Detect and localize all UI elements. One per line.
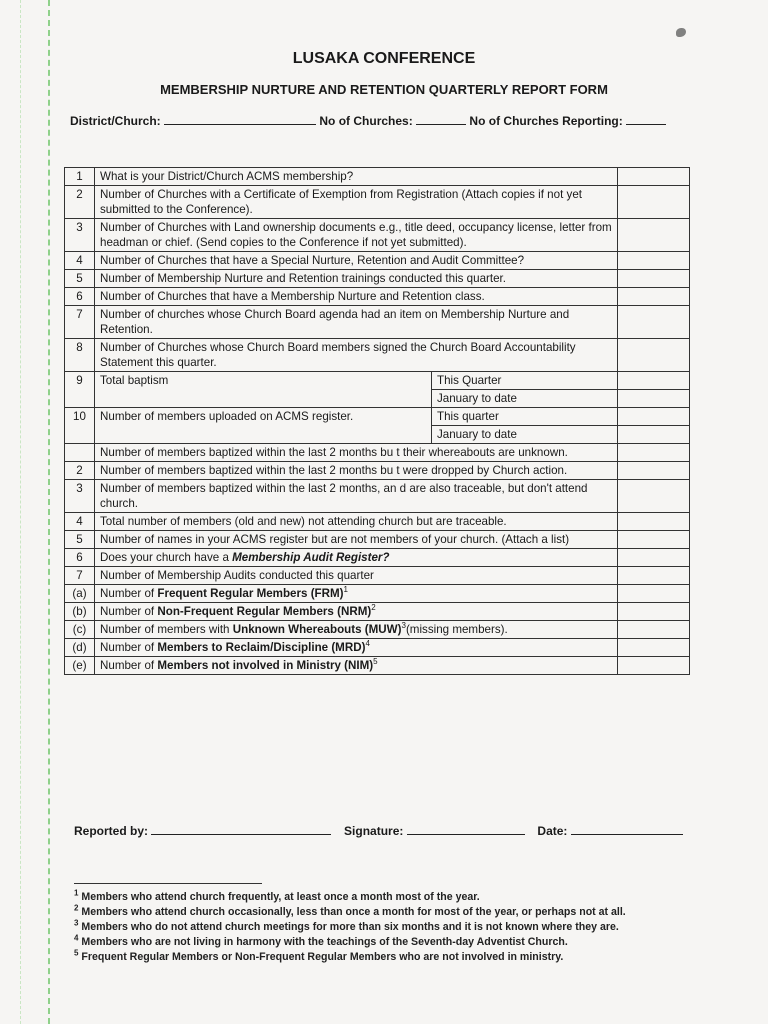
answer-cell[interactable]: [618, 270, 690, 288]
header-fields: [70, 112, 666, 128]
row-question: [95, 621, 618, 639]
table-row: [65, 306, 690, 339]
conference-title: LUSAKA CONFERENCE: [292, 50, 476, 67]
answer-cell[interactable]: [618, 288, 690, 306]
row-number: 5: [65, 531, 95, 549]
row-question: [95, 657, 618, 675]
footnote-ref: 4: [365, 639, 370, 649]
answer-cell[interactable]: [618, 531, 690, 549]
row-question: Total baptism: [95, 372, 432, 408]
question-emphasis: Members to Reclaim/Discipline (MRD): [157, 641, 366, 654]
footnote: [74, 948, 564, 963]
question-text: Number of: [100, 659, 158, 672]
no-of-churches-label: No of Churches:: [319, 114, 413, 128]
answer-cell[interactable]: [618, 657, 690, 675]
no-of-churches-reporting-label: No of Churches Reporting:: [469, 114, 623, 128]
question-emphasis: Unknown Whereabouts (MUW): [232, 623, 402, 636]
footnote: [74, 918, 619, 933]
row-question: [95, 585, 618, 603]
answer-cell[interactable]: [618, 480, 690, 513]
footnote-ref: 5: [373, 657, 378, 667]
answer-cell[interactable]: [618, 444, 690, 462]
answer-cell[interactable]: [618, 549, 690, 567]
row-number: 7: [65, 306, 95, 339]
footnote-mark: 4: [74, 933, 79, 943]
margin-guide-line: [20, 0, 21, 1024]
footnote-text: Members who attend church occasionally, less than once a month for most of the year, or perhaps not at all.: [81, 906, 626, 918]
row-question: Number of Churches whose Church Board members signed the Church Board Accountability Statement this quarter.: [95, 339, 618, 372]
table-row: [65, 339, 690, 372]
row-question: What is your District/Church ACMS membership?: [95, 168, 618, 186]
table-row: [65, 657, 690, 675]
reported-by-label: Reported by:: [74, 824, 149, 838]
question-emphasis: Members not involved in Ministry (NIM): [157, 659, 374, 672]
row-question: Number of members baptized within the last 2 months bu t were dropped by Church action.: [95, 462, 618, 480]
row-question: Number of Churches with Land ownership documents e.g., title deed, occupancy license, letter from headman or chief. (Send copies to the Conference if not yet submitted).: [95, 219, 618, 252]
row-question: Total number of members (old and new) not attending church but are traceable.: [95, 513, 618, 531]
question-suffix: (missing members).: [405, 623, 508, 636]
row-number: (e): [65, 657, 95, 675]
footnote-ref: 2: [371, 603, 376, 613]
row-number: 4: [65, 252, 95, 270]
table-row: [65, 270, 690, 288]
row-number: 2: [65, 462, 95, 480]
question-text: Number of: [100, 641, 158, 654]
table-row: [65, 585, 690, 603]
footnote-text: Members who attend church frequently, at least once a month most of the year.: [81, 891, 480, 903]
question-emphasis: Frequent Regular Members (FRM): [157, 587, 344, 600]
row-number: 9: [65, 372, 95, 408]
row-number: (a): [65, 585, 95, 603]
row-number: 6: [65, 288, 95, 306]
answer-cell[interactable]: [618, 168, 690, 186]
table-row: [65, 219, 690, 252]
table-row: [65, 549, 690, 567]
period-label-this-quarter: This Quarter: [431, 372, 617, 390]
question-text: Number of: [100, 587, 158, 600]
table-row: [65, 513, 690, 531]
table-row: [65, 168, 690, 186]
row-question: Number of names in your ACMS register but are not members of your church. (Attach a list): [95, 531, 618, 549]
row-question: [95, 549, 618, 567]
margin-perforation-line: [48, 0, 50, 1024]
table-row: [65, 462, 690, 480]
row-number: 3: [65, 480, 95, 513]
footnote-mark: 5: [74, 948, 79, 958]
answer-cell[interactable]: [618, 390, 690, 408]
answer-cell[interactable]: [618, 603, 690, 621]
footnote-mark: 1: [74, 888, 79, 898]
footnote-ref: 1: [343, 585, 348, 595]
row-question: Number of Membership Audits conducted this quarter: [95, 567, 618, 585]
form-title: MEMBERSHIP NURTURE AND RETENTION QUARTERLY REPORT FORM: [160, 82, 608, 97]
question-text: Does your church have a: [100, 551, 233, 564]
report-table: [64, 167, 690, 675]
date-field[interactable]: [571, 822, 683, 835]
signature-label: Signature:: [344, 824, 404, 838]
row-number: 4: [65, 513, 95, 531]
ink-speck: [676, 28, 686, 37]
no-of-churches-field[interactable]: [416, 112, 466, 125]
table-row: [65, 288, 690, 306]
row-question: Number of Membership Nurture and Retention trainings conducted this quarter.: [95, 270, 618, 288]
row-number: (c): [65, 621, 95, 639]
question-text: Number of members with: [100, 623, 233, 636]
row-question: Number of Churches that have a Membership Nurture and Retention class.: [95, 288, 618, 306]
table-row: [65, 621, 690, 639]
table-row: [65, 567, 690, 585]
row-question: Number of Churches that have a Special Nurture, Retention and Audit Committee?: [95, 252, 618, 270]
row-question: Number of members uploaded on ACMS register.: [95, 408, 432, 444]
row-number: 6: [65, 549, 95, 567]
row-question: [95, 603, 618, 621]
answer-cell[interactable]: [618, 462, 690, 480]
row-number: 3: [65, 219, 95, 252]
district-church-label: District/Church:: [70, 114, 161, 128]
row-number: 8: [65, 339, 95, 372]
row-number: 7: [65, 567, 95, 585]
row-question: Number of Churches with a Certificate of Exemption from Registration (Attach copies if not yet submitted to the Conference).: [95, 186, 618, 219]
footnote: [74, 888, 480, 903]
table-row: [65, 531, 690, 549]
table-row: [65, 372, 690, 390]
row-number: 2: [65, 186, 95, 219]
row-question: Number of members baptized within the last 2 months bu t their whereabouts are unknown.: [95, 444, 618, 462]
answer-cell[interactable]: [618, 339, 690, 372]
row-number: (d): [65, 639, 95, 657]
answer-cell[interactable]: [618, 219, 690, 252]
table-row: [65, 639, 690, 657]
answer-cell[interactable]: [618, 306, 690, 339]
table-row: [65, 603, 690, 621]
answer-cell[interactable]: [618, 567, 690, 585]
row-number: 1: [65, 168, 95, 186]
answer-cell[interactable]: [618, 639, 690, 657]
table-row: [65, 252, 690, 270]
row-question: Number of churches whose Church Board agenda had an item on Membership Nurture and Retention.: [95, 306, 618, 339]
question-emphasis: Non-Frequent Regular Members (NRM): [157, 605, 372, 618]
table-row: [65, 480, 690, 513]
footnote-mark: 3: [74, 918, 79, 928]
question-text: Number of: [100, 605, 158, 618]
date-label: Date:: [537, 824, 568, 838]
table-row: [65, 444, 690, 462]
period-label-this-quarter: This quarter: [431, 408, 617, 426]
row-question: [95, 639, 618, 657]
answer-cell[interactable]: [618, 372, 690, 390]
signature-section: [74, 822, 683, 838]
answer-cell[interactable]: [618, 621, 690, 639]
signature-field[interactable]: [407, 822, 525, 835]
answer-cell[interactable]: [618, 513, 690, 531]
answer-cell[interactable]: [618, 252, 690, 270]
answer-cell[interactable]: [618, 186, 690, 219]
footnote-ref: 3: [401, 621, 406, 631]
district-church-field[interactable]: [164, 112, 316, 125]
footnote-mark: 2: [74, 903, 79, 913]
period-label-january-to-date: January to date: [431, 390, 617, 408]
row-number: 10: [65, 408, 95, 444]
answer-cell[interactable]: [618, 585, 690, 603]
row-number: [65, 444, 95, 462]
footnote: [74, 933, 568, 948]
period-label-january-to-date: January to date: [431, 426, 617, 444]
table-row: [65, 186, 690, 219]
footnote-rule: [74, 883, 262, 884]
footnote-text: Members who are not living in harmony with the teachings of the Seventh-day Adventist Church.: [81, 936, 568, 948]
table-row: [65, 408, 690, 426]
footnote-text: Frequent Regular Members or Non-Frequent Regular Members who are not involved in ministry.: [81, 951, 564, 963]
footnote: [74, 903, 626, 918]
answer-cell[interactable]: [618, 426, 690, 444]
reported-by-field[interactable]: [151, 822, 331, 835]
question-emphasis: Membership Audit Register?: [232, 551, 390, 564]
row-number: (b): [65, 603, 95, 621]
row-number: 5: [65, 270, 95, 288]
answer-cell[interactable]: [618, 408, 690, 426]
row-question: Number of members baptized within the last 2 months, an d are also traceable, but don't attend church.: [95, 480, 618, 513]
no-of-churches-reporting-field[interactable]: [626, 112, 666, 125]
footnote-text: Members who do not attend church meetings for more than six months and it is not known where they are.: [81, 921, 619, 933]
